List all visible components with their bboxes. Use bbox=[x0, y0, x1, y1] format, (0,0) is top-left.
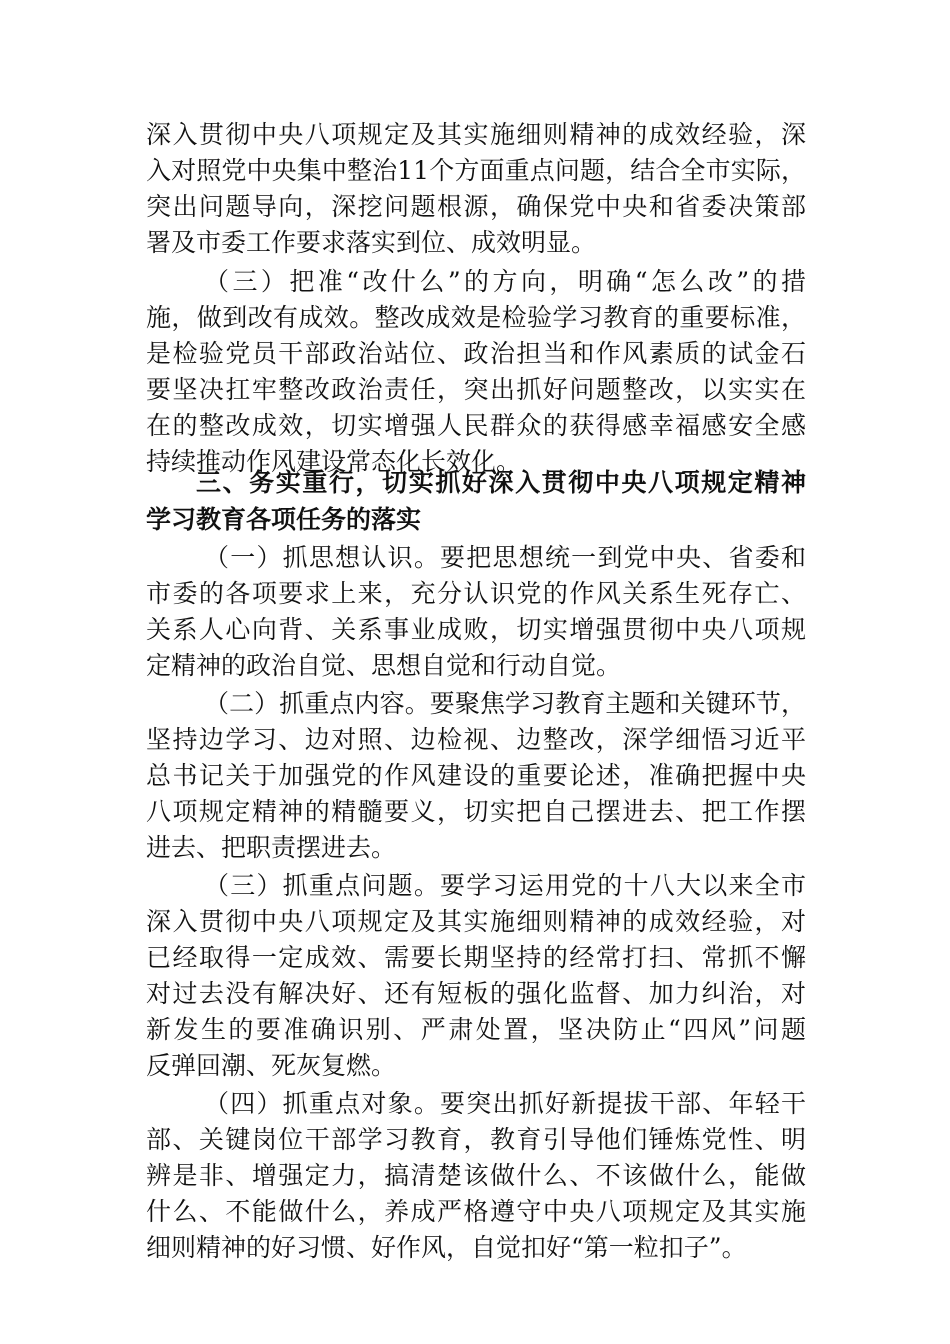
text-line: 八项规定精神的精髓要义，切实把自己摆进去、把工作摆 bbox=[146, 797, 806, 826]
section-heading: 学习教育各项任务的落实 bbox=[146, 505, 422, 534]
text-line: 新发生的要准确识别、严肃处置，坚决防止“四风”问题 bbox=[146, 1015, 806, 1044]
subheading-line: （三）把准“改什么”的方向，明确“怎么改”的措 bbox=[204, 267, 806, 296]
text-line: 入对照党中央集中整治11个方面重点问题，结合全市实际， bbox=[146, 156, 806, 185]
subheading-line: （三）抓重点问题。要学习运用党的十八大以来全市 bbox=[204, 871, 806, 900]
text-line: 已经取得一定成效、需要长期坚持的经常打扫、常抓不懈 bbox=[146, 943, 806, 972]
text-line: 深入贯彻中央八项规定及其实施细则精神的成效经验，深 bbox=[146, 120, 806, 149]
subheading-line: （一）抓思想认识。要把思想统一到党中央、省委和 bbox=[204, 543, 806, 572]
text-line: 关系人心向背、关系事业成败，切实增强贯彻中央八项规 bbox=[146, 615, 806, 644]
text-line: 是检验党员干部政治站位、政治担当和作风素质的试金石 bbox=[146, 339, 806, 368]
text-line: 施，做到改有成效。整改成效是检验学习教育的重要标准， bbox=[146, 303, 806, 332]
text-line: 什么、不能做什么，养成严格遵守中央八项规定及其实施 bbox=[146, 1197, 806, 1226]
text-line: 深入贯彻中央八项规定及其实施细则精神的成效经验，对 bbox=[146, 907, 806, 936]
text-line: 部、关键岗位干部学习教育，教育引导他们锤炼党性、明 bbox=[146, 1125, 806, 1154]
text-line: 辨是非、增强定力，搞清楚该做什么、不该做什么，能做 bbox=[146, 1161, 806, 1190]
text-line: 定精神的政治自觉、思想自觉和行动自觉。 bbox=[146, 651, 622, 680]
text-line: 在的整改成效，切实增强人民群众的获得感幸福感安全感 bbox=[146, 411, 806, 440]
text-line: 细则精神的好习惯、好作风，自觉扣好“第一粒扣子”。 bbox=[146, 1233, 747, 1262]
text-line: 突出问题导向，深挖问题根源，确保党中央和省委决策部 bbox=[146, 192, 806, 221]
text-line: 署及市委工作要求落实到位、成效明显。 bbox=[146, 228, 597, 257]
text-line: 坚持边学习、边对照、边检视、边整改，深学细悟习近平 bbox=[146, 725, 806, 754]
text-line: 持续推动作风建设常态化长效化。 bbox=[146, 447, 522, 476]
text-line: 总书记关于加强党的作风建设的重要论述，准确把握中央 bbox=[146, 761, 806, 790]
subheading-line: （二）抓重点内容。要聚焦学习教育主题和关键环节， bbox=[204, 689, 806, 718]
text-line: 进去、把职责摆进去。 bbox=[146, 833, 397, 862]
subheading-line: （四）抓重点对象。要突出抓好新提拔干部、年轻干 bbox=[204, 1089, 806, 1118]
text-line: 市委的各项要求上来，充分认识党的作风关系生死存亡、 bbox=[146, 579, 806, 608]
text-line: 对过去没有解决好、还有短板的强化监督、加力纠治，对 bbox=[146, 979, 806, 1008]
text-line: 反弹回潮、死灰复燃。 bbox=[146, 1051, 397, 1080]
text-line: 要坚决扛牢整改政治责任，突出抓好问题整改，以实实在 bbox=[146, 375, 806, 404]
section-heading: 三、务实重行，切实抓好深入贯彻中央八项规定精神 bbox=[196, 468, 806, 497]
